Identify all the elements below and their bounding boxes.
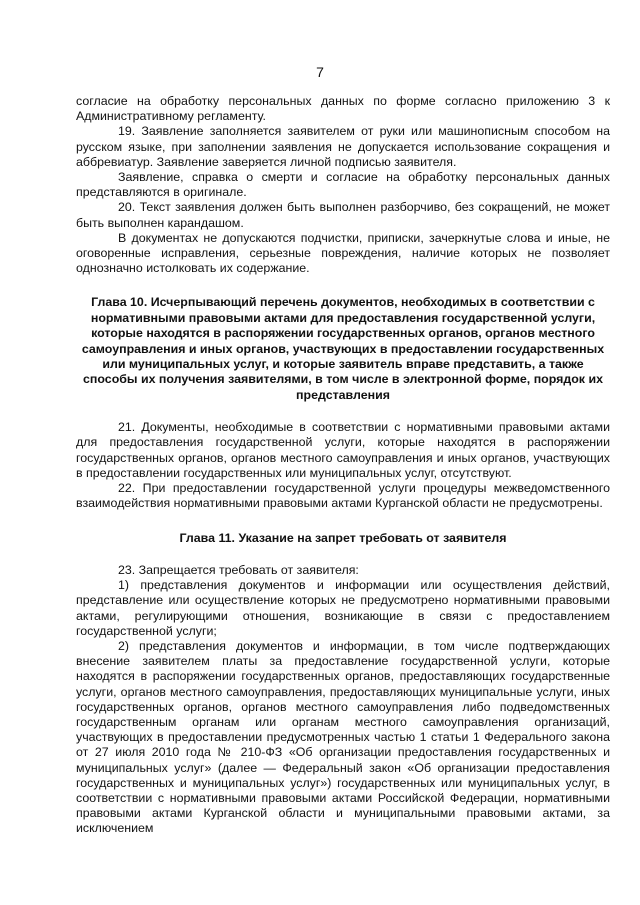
- chapter-10-heading: Глава 10. Исчерпывающий перечень документов, необходимых в соответствии с нормативными правовыми актами для предоставления государственной услуги, которые находятся в распоряжении государственных органов, органов местного самоуправления и иных органов, участвующих в предоставлении государственных или муниципальных услуг, и которые заявитель вправе представить, а также способы их получения заявителями, в том числе в электронной форме, порядок их представления: [81, 295, 605, 402]
- paragraph-23-item-1: 1) представления документов и информации или осуществления действий, представление или осуществление которых не предусмотрено нормативными правовыми актами, регулирующими отношения, возникающие в связи с предоставлением государственной услуги;: [76, 578, 610, 638]
- document-body: [76, 94, 610, 837]
- paragraph-23-item-2: 2) представления документов и информации, в том числе подтверждающих внесение заявителем платы за предоставление государственной услуги, которые находятся в распоряжении государственных органов, предоставляющих государственные услуги, органов местного самоуправления, предоставляющих муниципальные услуги, иных государственных органов, органов местного самоуправления либо подведомственных государственным органам или органам местного самоуправления организаций, участвующих в предоставлении предусмотренных частью 1 статьи 1 Федерального закона от 27 июля 2010 года № 210-ФЗ «Об организации предоставления государственных и муниципальных услуг» (далее — Федеральный закон «Об организации предоставления государственных и муниципальных услуг») государственных или муниципальных услуг, в соответствии с нормативными правовыми актами Российской Федерации, нормативными правовыми актами Курганской области и муниципальными правовыми актами, за исключением: [76, 638, 610, 836]
- paragraph-consent-continuation: согласие на обработку персональных данных по форме согласно приложению 3 к Административному регламенту.: [76, 94, 610, 124]
- paragraph-20: 20. Текст заявления должен быть выполнен разборчиво, без сокращений, не может быть выполнен карандашом.: [76, 200, 610, 230]
- paragraph-23: 23. Запрещается требовать от заявителя:: [118, 562, 359, 577]
- paragraph-21: 21. Документы, необходимые в соответствии с нормативными правовыми актами для предоставления государственной услуги, которые находятся в распоряжении государственных органов, органов местного самоуправления и иных органов, участвующих в предоставлении государственных или муниципальных услуг, отсутствуют.: [76, 420, 610, 480]
- paragraph-19: 19. Заявление заполняется заявителем от руки или машинописным способом на русском языке, при заполнении заявления не допускается использование сокращения и аббревиатур. Заявление заверяется личной подписью заявителя.: [76, 124, 610, 169]
- paragraph-no-corrections: В документах не допускаются подчистки, приписки, зачеркнутые слова и иные, не оговоренные исправления, серьезные повреждения, наличие которых не позволяет однозначно истолковать их содержание.: [76, 230, 610, 276]
- chapter-11-heading: Глава 11. Указание на запрет требовать от заявителя: [179, 530, 507, 545]
- page-number: 7: [316, 64, 324, 80]
- paragraph-22: 22. При предоставлении государственной услуги процедуры межведомственного взаимодействия нормативными правовыми актами Курганской области не предусмотрены.: [76, 481, 610, 511]
- paragraph-originals: Заявление, справка о смерти и согласие на обработку персональных данных представляются в оригинале.: [76, 170, 610, 200]
